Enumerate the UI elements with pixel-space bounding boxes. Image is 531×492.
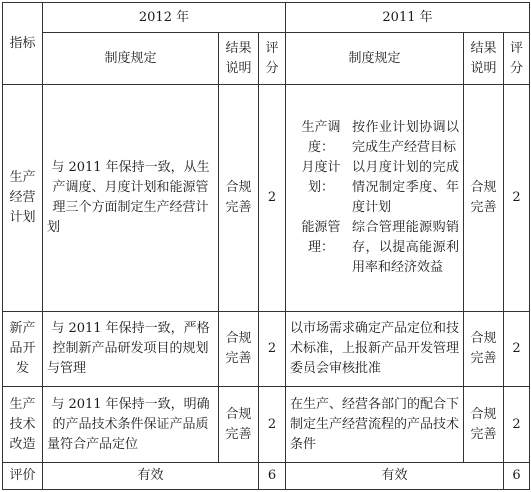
header-rules-2011: 制度规定 [286, 33, 464, 85]
score-2011-cell: 2 [504, 387, 530, 463]
score-2012-cell: 2 [259, 85, 286, 312]
result-2011-cell: 合规 完善 [464, 85, 504, 312]
evaluation-result-2012: 有效 [43, 463, 259, 490]
header-year-2011: 2011 年 [286, 3, 530, 33]
result-2012-cell: 合规 完善 [219, 312, 259, 387]
evaluation-score-2011: 6 [504, 463, 530, 490]
score-2011-cell: 2 [504, 312, 530, 387]
rule-2011-cell: 在生产、经营各部门的配合下制定生产经营流程的产品技术条件 [286, 387, 464, 463]
table-row [3, 85, 530, 312]
header-rules-2012: 制度规定 [43, 33, 219, 85]
result-2012-cell: 合规 完善 [219, 387, 259, 463]
header-result-2011: 结果 说明 [464, 33, 504, 85]
row-indicator: 新产 品开 发 [3, 312, 43, 387]
evaluation-label: 评价 [3, 463, 43, 490]
header-year-2012: 2012 年 [43, 3, 286, 33]
header-score-2012: 评 分 [259, 33, 286, 85]
result-2012-cell: 合规 完善 [219, 85, 259, 312]
evaluation-table [2, 2, 530, 490]
rule-2011-item: 能源管理： 综合管理能源购销存，以提高能源利用率和经济效益 [301, 220, 460, 275]
evaluation-row [3, 463, 530, 490]
evaluation-score-2012: 6 [259, 463, 286, 490]
row-indicator: 生产 经营 计划 [3, 85, 43, 312]
header-indicator: 指标 [3, 3, 43, 85]
score-2011-cell: 2 [504, 85, 530, 312]
row-indicator: 生产 技术 改造 [3, 387, 43, 463]
score-2012-cell: 2 [259, 387, 286, 463]
rule-2012-cell: 与 2011 年保持一致，从生产调度、月度计划和能源管理三个方面制定生产经营计划 [43, 85, 219, 312]
rule-2011-cell [286, 85, 464, 312]
header-row-columns [3, 33, 530, 85]
rule-2012-cell: 与 2011 年保持一致，严格控制新产品研发项目的规划与管理 [43, 312, 219, 387]
header-row-years [3, 3, 530, 33]
rule-2011-cell: 以市场需求确定产品定位和技术标准，上报新产品开发管理委员会审核批准 [286, 312, 464, 387]
score-2012-cell: 2 [259, 312, 286, 387]
rule-2012-cell: 与 2011 年保持一致，明确的产品技术条件保证产品质量符合产品定位 [43, 387, 219, 463]
rule-2011-item: 生产调度： 按作业计划协调以完成生产经营目标 [301, 120, 460, 155]
table-row [3, 387, 530, 463]
header-score-2011: 评 分 [504, 33, 530, 85]
rule-2011-item: 月度计划： 以月度计划的完成情况制定季度、年度计划 [301, 160, 460, 215]
evaluation-result-2011: 有效 [286, 463, 504, 490]
result-2011-cell: 合规 完善 [464, 312, 504, 387]
header-result-2012: 结果 说明 [219, 33, 259, 85]
table-row [3, 312, 530, 387]
result-2011-cell: 合规 完善 [464, 387, 504, 463]
